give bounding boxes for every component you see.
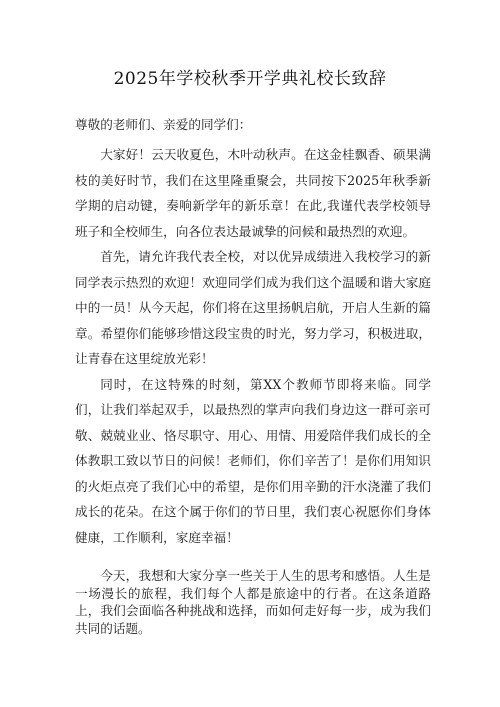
paragraph-greeting: 大家好！云天收夏色，木叶动秋声。在这金桂飘香、硕果满枝的美好时节，我们在这里隆重聚会，共同按下2025年秋季新学期的启动键，奏响新学年的新乐章！在此,我谨代表学校领导班子和全校师生，向各位表达最诚挚的问候和最热烈的欢迎。 [75, 147, 431, 239]
paragraph-life-reflection: 今天，我想和大家分享一些关于人生的思考和感悟。人生是一场漫长的旅程，我们每个人都是旅途中的行者。在这条道路上，我们会面临各种挑战和选择，而如何走好每一步，成为我们共同的话题。 [75, 568, 431, 636]
document-title: 2025年学校秋季开学典礼校长致辞 [113, 69, 387, 89]
salutation: 尊敬的老师们、亲爱的同学们： [75, 117, 252, 132]
body-paragraphs [75, 142, 431, 550]
paragraph-teachers-day: 同时，在这特殊的时刻，第XX个教师节即将来临。同学们，让我们举起双手，以最热烈的掌声向我们身边这一群可亲可敬、兢兢业业、恪尽职守、用心、用情、用爱陪伴我们成长的全体教职工致以节日的问候！老师们，你们辛苦了！是你们用知识的火炬点亮了我们心中的希望，是你们用辛勤的汗水浇灌了我们成长的花朵。在这个属于你们的节日里，我们衷心祝愿你们身体健康，工作顺利，家庭幸福！ [75, 376, 431, 545]
paragraph-welcome-new-students: 首先，请允许我代表全校，对以优异成绩进入我校学习的新同学表示热烈的欢迎！欢迎同学们成为我们这个温暖和谐大家庭中的一员！从今天起，你们将在这里扬帆启航，开启人生新的篇章。希望你们能够珍惜这段宝贵的时光，努力学习，积极进取，让青春在这里绽放光彩！ [75, 249, 431, 366]
